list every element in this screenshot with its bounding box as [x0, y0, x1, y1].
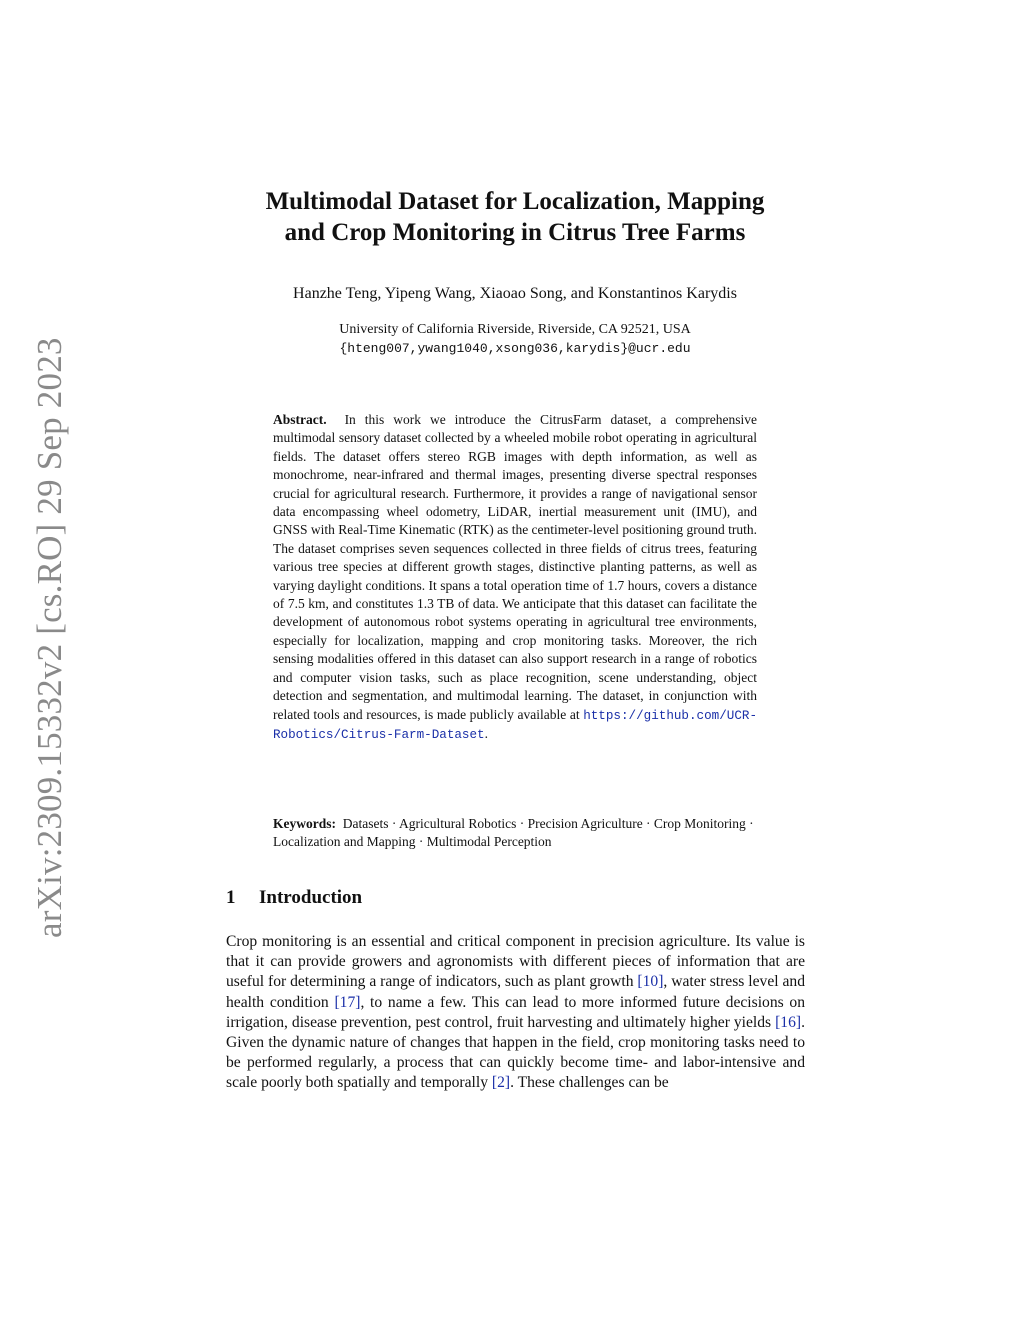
paper-title [190, 186, 840, 248]
intro-text-1: Crop monitoring is an essential and critical component in precision agriculture. Its value is that it can provide growers and agronomists with different pieces of information that are useful for determining a range of indicators, such as plant growth [226, 933, 805, 991]
paper-title-line-2: and Crop Monitoring in Citrus Tree Farms [284, 219, 746, 246]
citation-link[interactable]: [16] [775, 1013, 802, 1031]
section-heading-introduction [226, 887, 362, 909]
keywords [273, 815, 757, 852]
intro-text-4: . Given the dynamic nature of changes that happen in the field, crop monitoring tasks need to be performed regularly, a process that can quickly become time- and labor-intensive and scale poorly both spatially and temporally [226, 1013, 805, 1092]
introduction-paragraph [226, 932, 805, 1094]
arxiv-identifier: arXiv:2309.15332v2 [cs.RO] 29 Sep 2023 [30, 337, 69, 938]
intro-text-2: , water stress level and health condition [226, 973, 805, 1011]
section-title: Introduction [259, 887, 363, 908]
dataset-url-link[interactable]: https://github.com/UCR-Robotics/Citrus-Farm-Dataset [273, 708, 758, 742]
abstract [273, 411, 757, 744]
keywords-label: Keywords: [273, 816, 336, 831]
affiliation-block [190, 320, 840, 358]
intro-text-3: , to name a few. This can lead to more informed future decisions on irrigation, disease prevention, pest control, fruit harvesting and ultimately higher yields [226, 993, 805, 1031]
citation-link[interactable]: [10] [637, 973, 664, 991]
paper-title-line-1: Multimodal Dataset for Localization, Mapping [265, 188, 765, 215]
abstract-label: Abstract. [273, 412, 327, 427]
citation-link[interactable]: [2] [491, 1074, 511, 1092]
author-list: Hanzhe Teng, Yipeng Wang, Xiaoao Song, and Konstantinos Karydis [293, 285, 737, 302]
intro-text-5: . These challenges can be [510, 1074, 669, 1092]
abstract-text: In this work we introduce the CitrusFarm dataset, a comprehensive multimodal sensory dataset collected by a wheeled mobile robot operating in agricultural fields. The dataset offers stereo RGB images with depth information, as well as monochrome, near-infrared and thermal images, presenting diverse spectral responses crucial for agricultural research. Furthermore, it provides a range of navigational sensor data encompassing wheel odometry, LiDAR, inertial measurement unit (IMU), and GNSS with Real-Time Kinematic (RTK) as the centimeter-level positioning ground truth. The dataset comprises seven sequences collected in three fields of citrus trees, featuring various tree species at different growth stages, distinctive planting patterns, as well as varying daylight conditions. It spans a total operation time of 1.7 hours, covers a distance of 7.5 km, and constitutes 1.3 TB of data. We anticipate that this dataset can facilitate the development of autonomous robot systems operating in agricultural tree environments, especially for localization, mapping and crop monitoring tasks. Moreover, the rich sensing modalities offered in this dataset can also support research in a range of robotics and computer vision tasks, such as place recognition, scene understanding, object detection and segmentation, and multimodal learning. The dataset, in conjunction with related tools and resources, is made publicly available at [273, 412, 758, 722]
citation-link[interactable]: [17] [334, 993, 361, 1011]
abstract-end: . [484, 725, 488, 741]
section-number: 1 [226, 887, 236, 908]
keywords-text: Datasets · Agricultural Robotics · Precision Agriculture · Crop Monitoring · Localization and Mapping · Multimodal Perception [273, 816, 754, 850]
author-emails: {hteng007,ywang1040,xsong036,karydis}@ucr.edu [339, 341, 691, 356]
affiliation-text: University of California Riverside, Riverside, CA 92521, USA [339, 322, 691, 337]
